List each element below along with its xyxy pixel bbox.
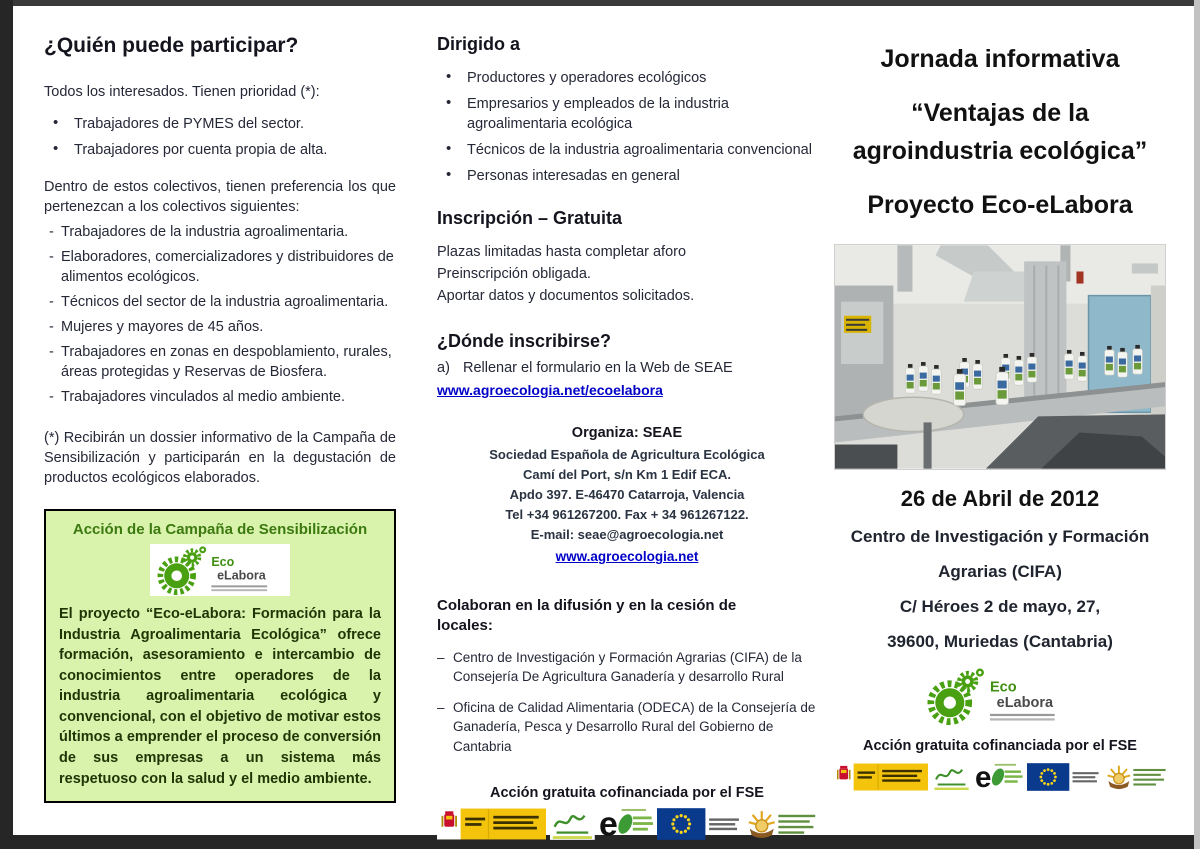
event-title-quote-2: agroindustria ecológica” [852,136,1148,165]
dossier-footnote: (*) Recibirán un dossier informativo de la Campaña de Sensibilización y participarán en la degustación de productos ecológicos elaborados. [44,430,396,486]
collaborators-list [437,648,817,757]
eu-flag-logo [657,807,743,841]
spain-government-logo [833,760,928,794]
inscripcion-heading: Inscripción – Gratuita [437,208,623,228]
list-item: - Técnicos del sector de la industria agroalimentaria. [44,292,396,312]
organizer-title: Organiza: SEAE [571,425,683,442]
collaborators-heading: Colaboran en la difusión y en la cesión de locales: [437,597,737,635]
donde-instruction [437,360,817,376]
inscripcion-line: Aportar datos y documentos solicitados. [437,287,695,304]
donde-instruction-text: Rellenar el formulario en la Web de SEAE [463,360,733,377]
list-item: • Personas interesadas en general [437,166,817,186]
priority-intro: Todos los interesados. Tienen prioridad (*): [44,84,320,100]
list-item: • Productores y operadores ecológicos [437,68,817,88]
list-item: - Trabajadores vinculados al medio ambiente. [44,387,396,407]
list-marker: a) [437,360,450,377]
eco-elabora-logo [833,667,1167,730]
list-item: • Trabajadores de PYMES del sector. [44,114,396,134]
preference-list [44,222,396,407]
empleaverde-logo [975,759,1023,795]
svg-text:eLabora: eLabora [217,568,266,583]
page-border-top [0,0,1200,6]
who-can-participate-heading: ¿Quién puede participar? [44,34,299,57]
seae-sun-logo [747,806,817,842]
list-item: • Técnicos de la industria agroalimentaria convencional [437,140,817,160]
empleaverde-logo [599,806,654,842]
eco-elabora-logo [150,544,290,596]
right-panel [833,44,1167,795]
event-date: 26 de Abril de 2012 [900,486,1100,511]
seae-website-link[interactable]: www.agroecologia.net [555,549,699,565]
organizer-line: E-mail: seae@agroecologia.net [530,527,724,543]
fundacion-biodiversidad-logo [550,807,595,841]
organizer-block [437,422,817,570]
svg-text:eLabora: eLabora [996,695,1054,712]
seae-sun-logo [1106,759,1167,795]
svg-text:Eco: Eco [211,555,235,570]
left-panel [44,34,396,803]
inscripcion-line: Preinscripción obligada. [437,265,591,282]
eu-flag-logo [1027,760,1102,794]
middle-panel [437,34,817,842]
venue-line: C/ Héroes 2 de mayo, 27, [899,597,1101,616]
inscripcion-line: Plazas limitadas hasta completar aforo [437,244,687,260]
middle-footer [437,785,817,842]
campaign-box-title: Acción de la Campaña de Sensibilización [72,521,368,538]
priority-list [44,114,396,160]
organizer-line: Apdo 397. E-46470 Catarroja, Valencia [509,487,745,502]
spain-government-logo [437,807,546,841]
preference-intro: Dentro de estos colectivos, tienen preferencia los que pertenezcan a los colectivos siguientes: [44,179,396,215]
funder-logos-strip [833,759,1167,795]
funder-logos-strip [437,806,817,842]
list-item: - Elaboradores, comercializadores y distribuidores de alimentos ecológicos. [44,247,396,287]
donde-heading: ¿Dónde inscribirse? [437,331,612,352]
factory-photo [834,244,1166,470]
ecoelabora-form-link[interactable]: www.agroecologia.net/ecoelabora [437,382,663,399]
dirigido-heading: Dirigido a [437,34,521,54]
fse-cofinancing-note: Acción gratuita cofinanciada por el FSE [863,738,1137,754]
dirigido-list [437,68,817,186]
campaign-action-box [44,509,396,803]
organizer-line: Sociedad Española de Agricultura Ecológica [489,446,765,462]
fundacion-biodiversidad-logo [932,760,971,794]
venue-line: Agrarias (CIFA) [938,562,1062,581]
event-title-quote-1: “Ventajas de la [911,99,1089,128]
list-item: - Mujeres y mayores de 45 años. [44,317,396,337]
venue-line: Centro de Investigación y Formación [850,527,1150,546]
page-border-left [0,0,13,849]
fse-cofinancing-note: Acción gratuita cofinanciada por el FSE [490,784,764,801]
venue-line: 39600, Muriedas (Cantabria) [887,632,1113,651]
list-item: • Empresarios y empleados de la industria agroalimentaria ecológica [437,94,817,134]
list-item: – Oficina de Calidad Alimentaria (ODECA) de la Consejería de Ganadería, Pesca y Desarrollo Rural del Gobierno de Cantabria [437,698,817,757]
page-border-right [1194,0,1200,849]
svg-text:Eco: Eco [989,679,1017,696]
list-item: • Trabajadores por cuenta propia de alta. [44,140,396,160]
list-item: - Trabajadores de la industria agroalimentaria. [44,222,396,242]
organizer-line: Camí del Port, s/n Km 1 Edif ECA. [522,466,732,482]
list-item: - Trabajadores en zonas en despoblamiento, rurales, áreas protegidas y Reservas de Biosfera. [44,342,396,382]
organizer-line: Tel +34 961267200. Fax + 34 961267122. [505,507,749,523]
list-item: – Centro de Investigación y Formación Agrarias (CIFA) de la Consejería De Agricultura Ganadería y desarrollo Rural [437,648,817,687]
right-footer [833,738,1167,795]
event-title: Jornada informativa [880,45,1120,73]
campaign-box-body: El proyecto “Eco-eLabora: Formación para la Industria Agroalimentaria Ecológica” ofrece formación, asesoramiento e intercambio de conocimientos entre operadores de la industria agroalimentaria ecológica y convencional, con el objetivo de motivar estos últimos a emprender el proceso de conversión de sus empresas a un sistema más respetuoso con la salud y el medio ambiente. [59,606,381,787]
project-title: Proyecto Eco-eLabora [867,190,1133,219]
